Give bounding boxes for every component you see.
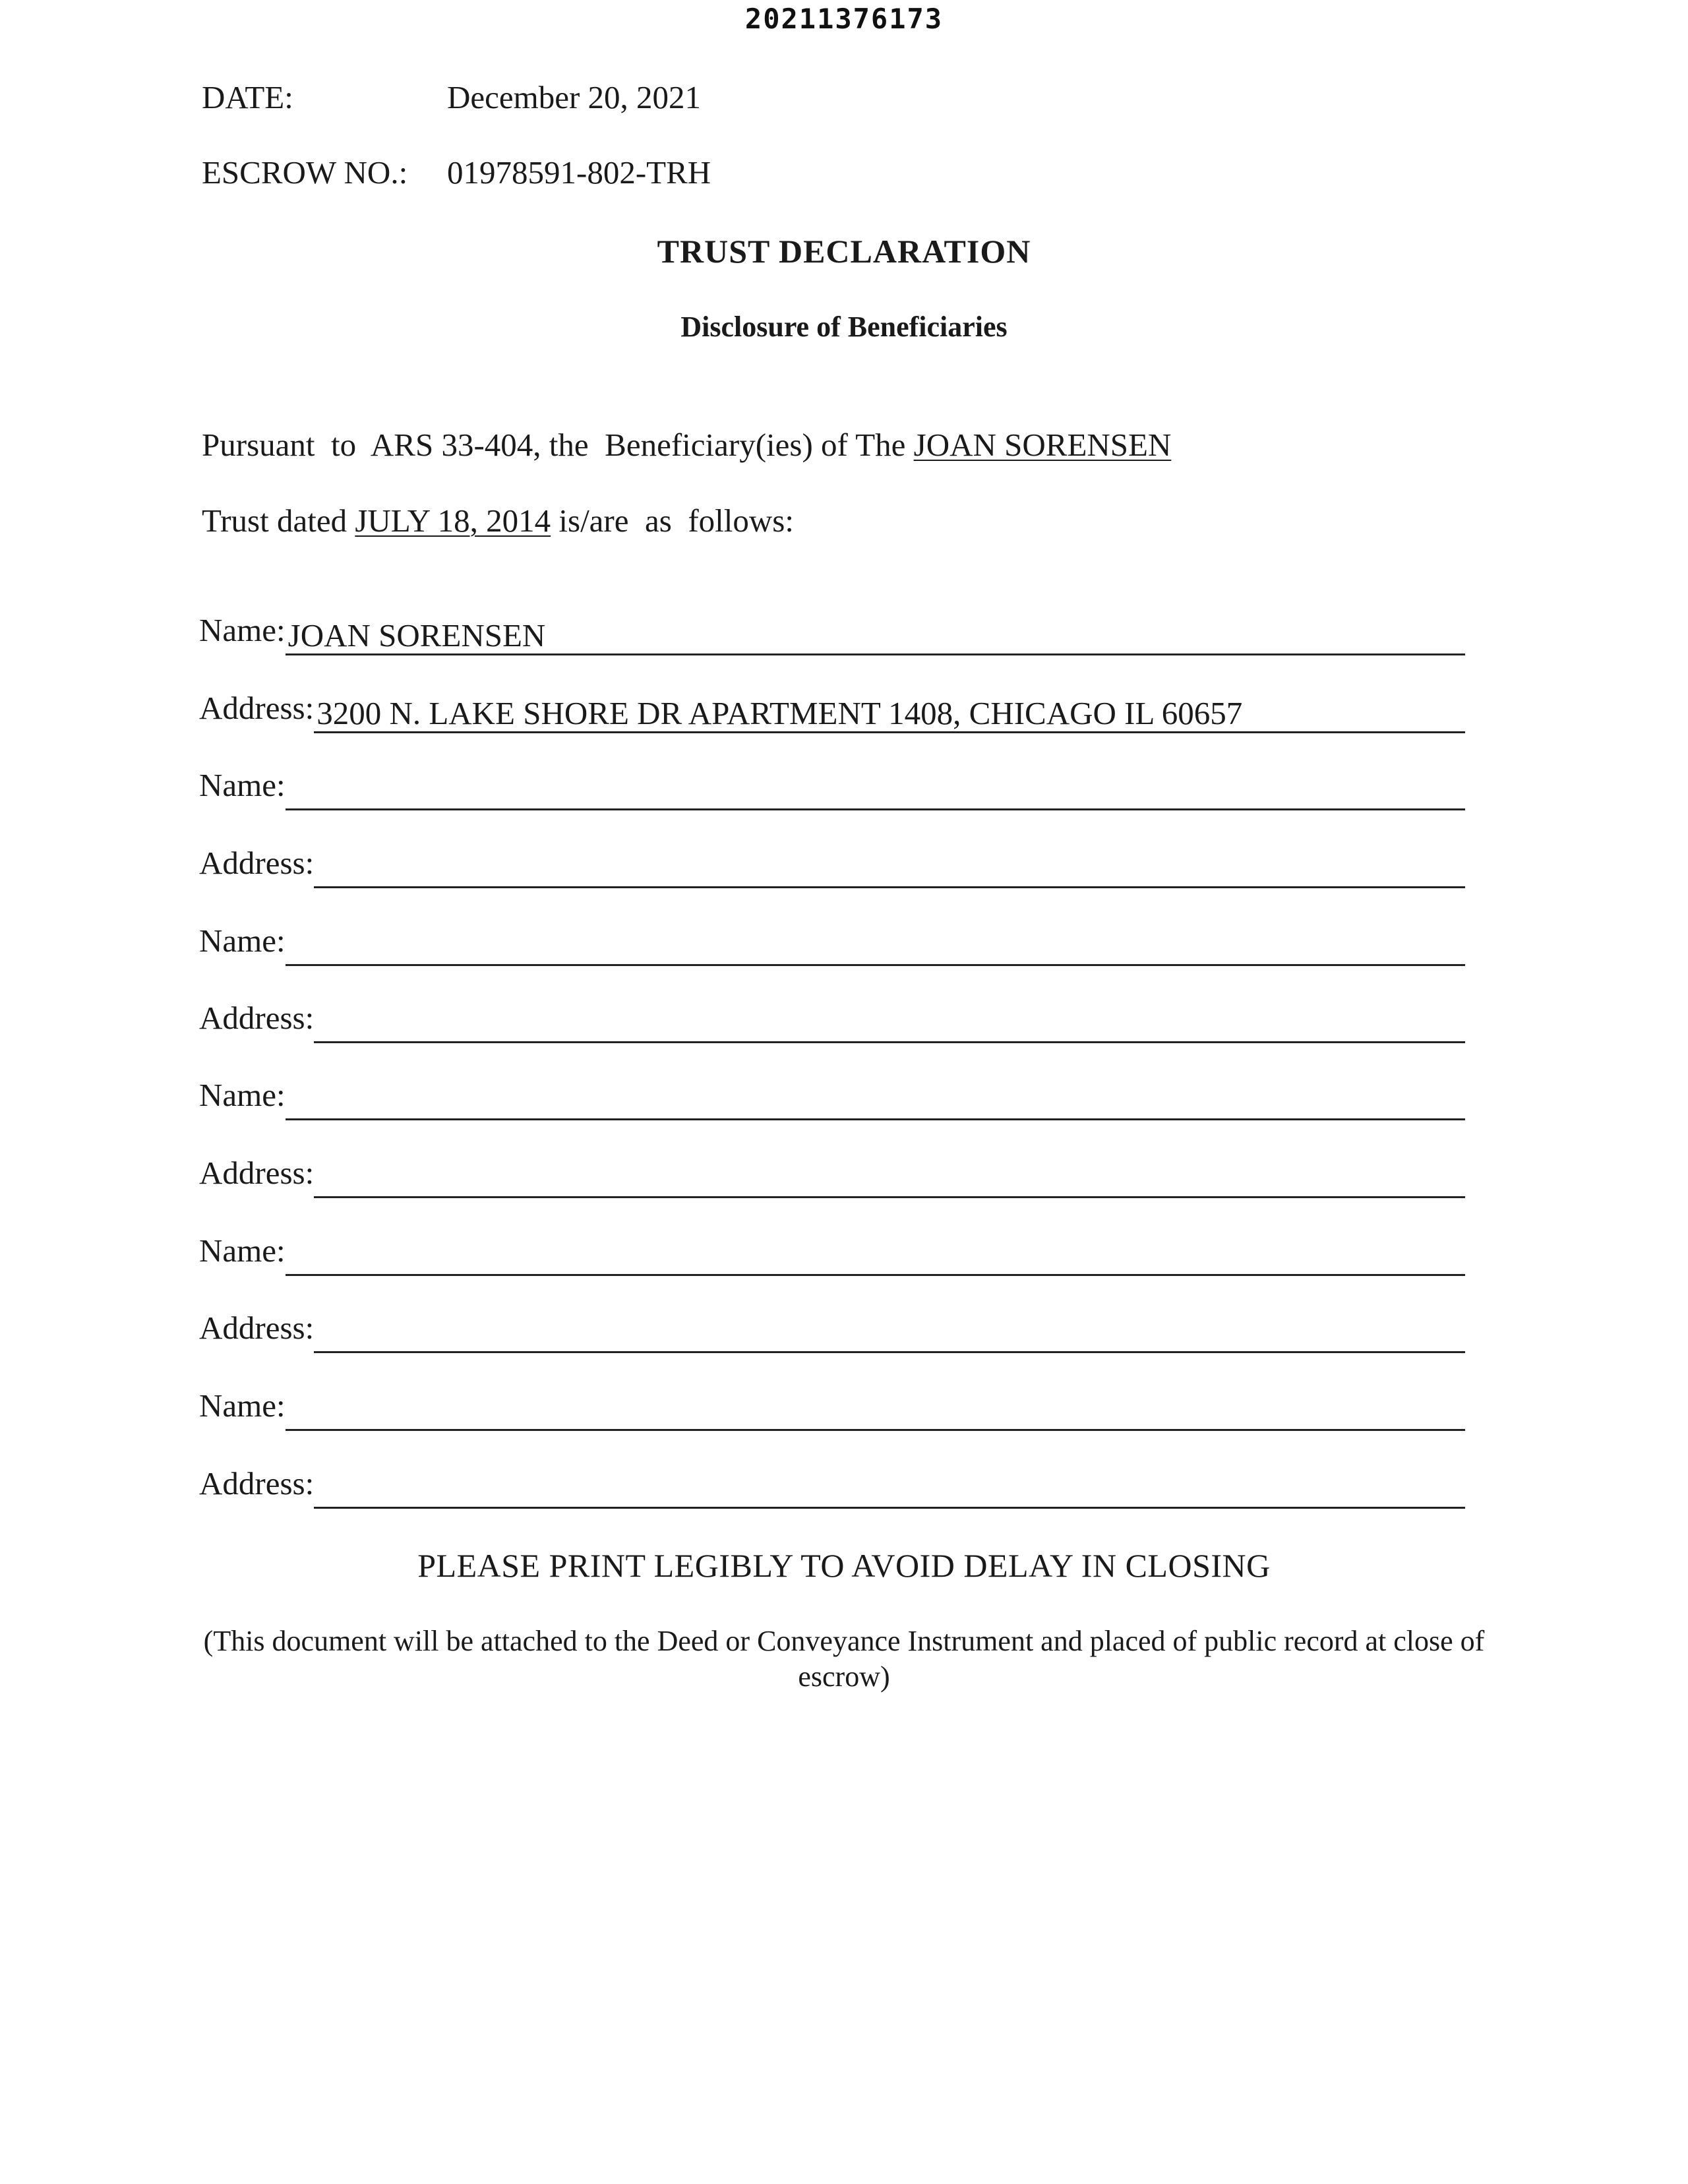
document-subtitle: Disclosure of Beneficiaries [680, 311, 1008, 343]
name-label: Name: [199, 767, 286, 803]
intro-text-3: is/are as follows: [551, 502, 794, 539]
beneficiary-3-name-field [199, 923, 1465, 966]
address-line[interactable] [314, 1159, 1465, 1198]
address-line[interactable] [314, 694, 1465, 733]
address-line[interactable] [314, 1314, 1465, 1353]
intro-text-1: Pursuant to ARS 33-404, the Beneficiary(ies) of The [202, 427, 914, 463]
address-line[interactable] [314, 849, 1465, 888]
address-label: Address: [199, 845, 315, 881]
beneficiary-4-address-field [199, 1155, 1465, 1198]
name-label: Name: [199, 923, 286, 959]
escrow-label: ESCROW NO.: [202, 154, 408, 191]
trust-date: JULY 18, 2014 [355, 502, 551, 539]
date-row [202, 78, 701, 117]
beneficiary-6-address-field [199, 1465, 1465, 1509]
recording-number: 20211376173 [744, 3, 944, 35]
name-label: Name: [199, 1387, 286, 1424]
intro-text-2: Trust dated [202, 502, 355, 539]
address-label: Address: [199, 1155, 315, 1191]
address-line[interactable] [314, 1469, 1465, 1509]
address-label: Address: [199, 1310, 315, 1346]
name-line[interactable] [286, 616, 1465, 655]
address-label: Address: [199, 1465, 315, 1502]
beneficiary-3-address-field [199, 1000, 1465, 1043]
document-title: TRUST DECLARATION [657, 233, 1031, 270]
name-line[interactable] [286, 771, 1465, 810]
intro-line-1 [202, 425, 1171, 465]
public-record-footnote: (This document will be attached to the Deed or Conveyance Instrument and placed of public record at close of escrow) [203, 1625, 1485, 1693]
print-legibly-notice: PLEASE PRINT LEGIBLY TO AVOID DELAY IN CLOSING [417, 1547, 1271, 1584]
name-label: Name: [199, 1077, 286, 1113]
name-line[interactable] [286, 1391, 1465, 1431]
beneficiary-1-name-field [199, 612, 1465, 655]
trust-name: JOAN SORENSEN [913, 427, 1172, 463]
name-line[interactable] [286, 1081, 1465, 1120]
name-line[interactable] [286, 1236, 1465, 1276]
beneficiary-2-name-field [199, 767, 1465, 810]
date-value: December 20, 2021 [447, 79, 702, 115]
beneficiary-1-address-field [199, 690, 1465, 733]
name-line[interactable] [286, 926, 1465, 966]
name-label: Name: [199, 1232, 286, 1269]
escrow-row [202, 153, 711, 193]
beneficiary-name: JOAN SORENSEN [287, 617, 546, 653]
name-label: Name: [199, 612, 286, 648]
beneficiary-6-name-field [199, 1387, 1465, 1431]
beneficiary-2-address-field [199, 845, 1465, 888]
date-label: DATE: [202, 79, 293, 115]
beneficiary-4-name-field [199, 1077, 1465, 1120]
beneficiary-5-name-field [199, 1232, 1465, 1276]
beneficiary-address: 3200 N. LAKE SHORE DR APARTMENT 1408, CHICAGO IL 60657 [316, 695, 1243, 731]
address-line[interactable] [314, 1004, 1465, 1043]
escrow-value: 01978591-802-TRH [447, 154, 711, 191]
address-label: Address: [199, 1000, 315, 1036]
beneficiary-5-address-field [199, 1310, 1465, 1353]
address-label: Address: [199, 690, 315, 726]
intro-line-2 [202, 501, 794, 541]
